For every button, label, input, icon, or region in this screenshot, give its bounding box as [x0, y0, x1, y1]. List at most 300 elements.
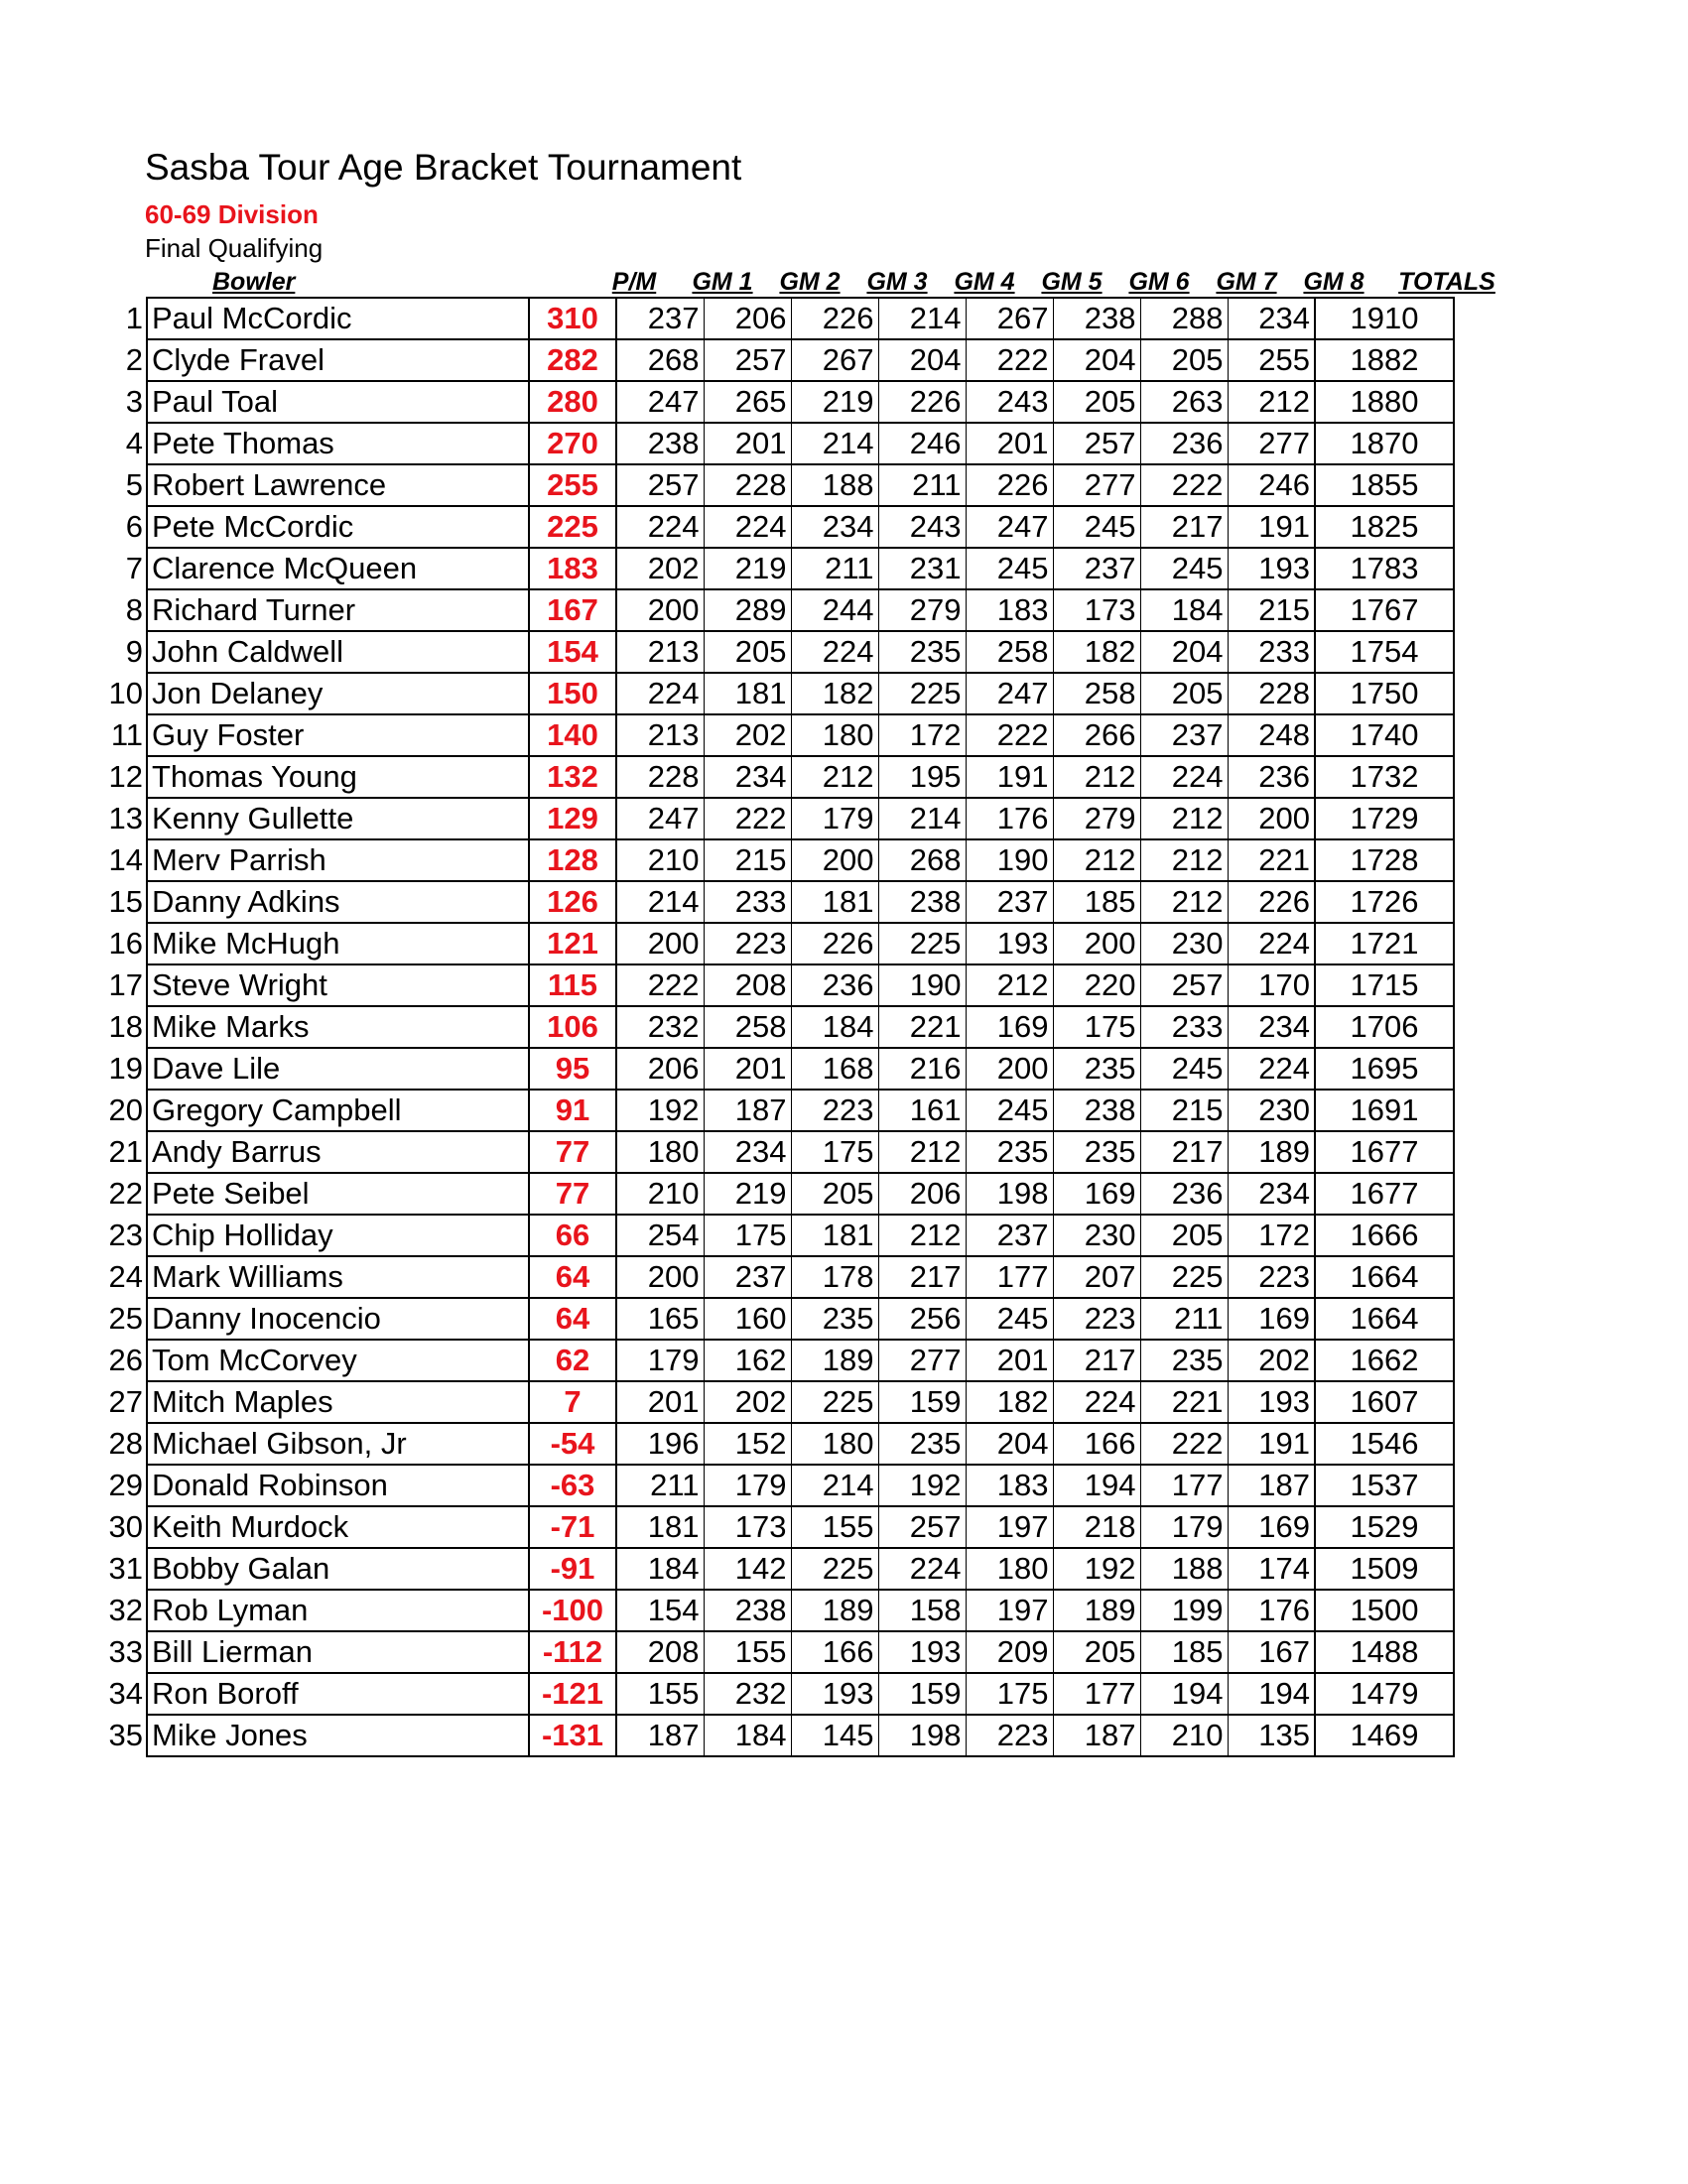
- table-row: [85, 1215, 1454, 1256]
- game-2-cell: 187: [704, 1090, 791, 1131]
- game-7-cell: 212: [1140, 798, 1228, 839]
- rank-cell: 2: [125, 342, 143, 377]
- bowler-name-cell: Merv Parrish: [147, 839, 529, 881]
- table-row: [85, 923, 1454, 964]
- rank-cell: 22: [108, 1176, 143, 1211]
- game-4-cell: 277: [878, 1340, 966, 1381]
- plus-minus-cell: 95: [529, 1048, 616, 1090]
- table-row: [85, 1340, 1454, 1381]
- game-7-cell: 230: [1140, 923, 1228, 964]
- bowler-name-cell: Paul McCordic: [147, 298, 529, 339]
- game-1-cell: 165: [616, 1298, 704, 1340]
- game-2-cell: 155: [704, 1631, 791, 1673]
- game-1-cell: 180: [616, 1131, 704, 1173]
- game-3-cell: 145: [791, 1715, 878, 1756]
- bowler-name-cell: Clarence McQueen: [147, 548, 529, 589]
- total-cell: 1664: [1315, 1298, 1454, 1340]
- game-7-cell: 237: [1140, 714, 1228, 756]
- total-cell: 1706: [1315, 1006, 1454, 1048]
- game-1-cell: 213: [616, 714, 704, 756]
- game-5-cell: 209: [966, 1631, 1053, 1673]
- game-2-cell: 208: [704, 964, 791, 1006]
- game-1-cell: 232: [616, 1006, 704, 1048]
- game-8-cell: 224: [1228, 1048, 1315, 1090]
- total-cell: 1691: [1315, 1090, 1454, 1131]
- bowler-name-cell: Mark Williams: [147, 1256, 529, 1298]
- game-7-cell: 194: [1140, 1673, 1228, 1715]
- game-1-cell: 208: [616, 1631, 704, 1673]
- game-8-cell: 167: [1228, 1631, 1315, 1673]
- plus-minus-cell: 106: [529, 1006, 616, 1048]
- game-4-cell: 235: [878, 1423, 966, 1465]
- game-8-cell: 169: [1228, 1298, 1315, 1340]
- bowler-name-cell: Pete Seibel: [147, 1173, 529, 1215]
- table-row: [85, 1590, 1454, 1631]
- rank-cell: 9: [125, 634, 143, 669]
- game-6-cell: 189: [1053, 1590, 1140, 1631]
- rank-cell: 19: [108, 1051, 143, 1086]
- game-3-cell: 225: [791, 1548, 878, 1590]
- game-7-cell: 211: [1140, 1298, 1228, 1340]
- game-5-cell: 237: [966, 881, 1053, 923]
- game-5-cell: 267: [966, 298, 1053, 339]
- game-3-cell: 267: [791, 339, 878, 381]
- bowler-name-cell: Tom McCorvey: [147, 1340, 529, 1381]
- game-2-cell: 184: [704, 1715, 791, 1756]
- game-7-cell: 177: [1140, 1465, 1228, 1506]
- game-1-cell: 201: [616, 1381, 704, 1423]
- game-8-cell: 135: [1228, 1715, 1315, 1756]
- table-row: [85, 756, 1454, 798]
- game-8-cell: 234: [1228, 1006, 1315, 1048]
- table-row: [85, 589, 1454, 631]
- rank-cell: 23: [108, 1218, 143, 1252]
- plus-minus-cell: 255: [529, 464, 616, 506]
- game-1-cell: 222: [616, 964, 704, 1006]
- table-row: [85, 1465, 1454, 1506]
- plus-minus-cell: 7: [529, 1381, 616, 1423]
- column-header-gm3: GM 3: [866, 268, 928, 296]
- total-cell: 1767: [1315, 589, 1454, 631]
- game-2-cell: 258: [704, 1006, 791, 1048]
- rank-cell: 10: [108, 676, 143, 710]
- total-cell: 1695: [1315, 1048, 1454, 1090]
- total-cell: 1721: [1315, 923, 1454, 964]
- game-5-cell: 183: [966, 589, 1053, 631]
- table-row: [85, 673, 1454, 714]
- game-3-cell: 193: [791, 1673, 878, 1715]
- rank-cell: 29: [108, 1468, 143, 1502]
- game-7-cell: 221: [1140, 1381, 1228, 1423]
- game-6-cell: 223: [1053, 1298, 1140, 1340]
- game-1-cell: 187: [616, 1715, 704, 1756]
- game-8-cell: 191: [1228, 1423, 1315, 1465]
- game-4-cell: 158: [878, 1590, 966, 1631]
- bowler-name-cell: Jon Delaney: [147, 673, 529, 714]
- game-7-cell: 245: [1140, 548, 1228, 589]
- game-5-cell: 223: [966, 1715, 1053, 1756]
- game-6-cell: 173: [1053, 589, 1140, 631]
- game-3-cell: 182: [791, 673, 878, 714]
- game-2-cell: 219: [704, 548, 791, 589]
- game-8-cell: 277: [1228, 423, 1315, 464]
- bowler-name-cell: Kenny Gullette: [147, 798, 529, 839]
- game-7-cell: 212: [1140, 839, 1228, 881]
- game-7-cell: 204: [1140, 631, 1228, 673]
- game-4-cell: 161: [878, 1090, 966, 1131]
- game-7-cell: 245: [1140, 1048, 1228, 1090]
- game-2-cell: 289: [704, 589, 791, 631]
- game-5-cell: 243: [966, 381, 1053, 423]
- table-row: [85, 298, 1454, 339]
- game-4-cell: 257: [878, 1506, 966, 1548]
- plus-minus-cell: 77: [529, 1173, 616, 1215]
- game-4-cell: 225: [878, 673, 966, 714]
- plus-minus-cell: 129: [529, 798, 616, 839]
- rank-cell: 4: [125, 426, 143, 460]
- plus-minus-cell: 64: [529, 1256, 616, 1298]
- game-3-cell: 205: [791, 1173, 878, 1215]
- bowler-name-cell: Guy Foster: [147, 714, 529, 756]
- game-5-cell: 197: [966, 1506, 1053, 1548]
- game-6-cell: 212: [1053, 839, 1140, 881]
- total-cell: 1880: [1315, 381, 1454, 423]
- rank-cell: 6: [125, 509, 143, 544]
- table-row: [85, 1131, 1454, 1173]
- bowler-name-cell: Gregory Campbell: [147, 1090, 529, 1131]
- game-6-cell: 224: [1053, 1381, 1140, 1423]
- bowler-name-cell: Bobby Galan: [147, 1548, 529, 1590]
- rank-cell: 1: [125, 301, 143, 335]
- game-4-cell: 206: [878, 1173, 966, 1215]
- game-2-cell: 202: [704, 714, 791, 756]
- column-header-gm7: GM 7: [1216, 268, 1277, 296]
- game-7-cell: 210: [1140, 1715, 1228, 1756]
- column-header-pm: P/M: [611, 268, 657, 296]
- game-2-cell: 234: [704, 756, 791, 798]
- game-3-cell: 234: [791, 506, 878, 548]
- game-1-cell: 214: [616, 881, 704, 923]
- game-1-cell: 247: [616, 798, 704, 839]
- rank-cell: 30: [108, 1509, 143, 1544]
- rank-cell: 32: [108, 1593, 143, 1627]
- game-6-cell: 194: [1053, 1465, 1140, 1506]
- plus-minus-cell: 128: [529, 839, 616, 881]
- game-5-cell: 237: [966, 1215, 1053, 1256]
- game-8-cell: 174: [1228, 1548, 1315, 1590]
- game-6-cell: 218: [1053, 1506, 1140, 1548]
- game-6-cell: 238: [1053, 298, 1140, 339]
- table-row: [85, 1423, 1454, 1465]
- rank-cell: 26: [108, 1343, 143, 1377]
- game-8-cell: 200: [1228, 798, 1315, 839]
- game-8-cell: 234: [1228, 298, 1315, 339]
- game-5-cell: 245: [966, 1298, 1053, 1340]
- game-6-cell: 245: [1053, 506, 1140, 548]
- game-7-cell: 217: [1140, 506, 1228, 548]
- table-row: [85, 881, 1454, 923]
- rank-cell: 24: [108, 1259, 143, 1294]
- game-5-cell: 258: [966, 631, 1053, 673]
- game-2-cell: 234: [704, 1131, 791, 1173]
- game-6-cell: 200: [1053, 923, 1140, 964]
- bowler-name-cell: Danny Adkins: [147, 881, 529, 923]
- game-7-cell: 236: [1140, 1173, 1228, 1215]
- game-2-cell: 179: [704, 1465, 791, 1506]
- table-row: [85, 1090, 1454, 1131]
- total-cell: 1740: [1315, 714, 1454, 756]
- total-cell: 1509: [1315, 1548, 1454, 1590]
- game-5-cell: 247: [966, 506, 1053, 548]
- rank-cell: 5: [125, 467, 143, 502]
- game-2-cell: 228: [704, 464, 791, 506]
- total-cell: 1825: [1315, 506, 1454, 548]
- column-header-gm1: GM 1: [692, 268, 753, 296]
- total-cell: 1910: [1315, 298, 1454, 339]
- bowler-name-cell: Robert Lawrence: [147, 464, 529, 506]
- rank-cell: 17: [108, 967, 143, 1002]
- game-1-cell: 247: [616, 381, 704, 423]
- game-4-cell: 212: [878, 1215, 966, 1256]
- game-8-cell: 193: [1228, 1381, 1315, 1423]
- column-header-gm4: GM 4: [954, 268, 1015, 296]
- game-1-cell: 210: [616, 839, 704, 881]
- game-1-cell: 206: [616, 1048, 704, 1090]
- total-cell: 1469: [1315, 1715, 1454, 1756]
- rank-cell: 12: [108, 759, 143, 794]
- game-3-cell: 188: [791, 464, 878, 506]
- table-row: [85, 1298, 1454, 1340]
- plus-minus-cell: 121: [529, 923, 616, 964]
- game-3-cell: 244: [791, 589, 878, 631]
- table-row: [85, 1548, 1454, 1590]
- plus-minus-cell: 115: [529, 964, 616, 1006]
- bowler-name-cell: Keith Murdock: [147, 1506, 529, 1548]
- plus-minus-cell: 126: [529, 881, 616, 923]
- total-cell: 1870: [1315, 423, 1454, 464]
- rank-cell: 14: [108, 842, 143, 877]
- game-1-cell: 196: [616, 1423, 704, 1465]
- table-row: [85, 631, 1454, 673]
- game-8-cell: 246: [1228, 464, 1315, 506]
- plus-minus-cell: 64: [529, 1298, 616, 1340]
- game-6-cell: 230: [1053, 1215, 1140, 1256]
- game-8-cell: 202: [1228, 1340, 1315, 1381]
- game-5-cell: 176: [966, 798, 1053, 839]
- game-2-cell: 224: [704, 506, 791, 548]
- game-7-cell: 205: [1140, 1215, 1228, 1256]
- game-1-cell: 211: [616, 1465, 704, 1506]
- game-2-cell: 206: [704, 298, 791, 339]
- table-row: [85, 1631, 1454, 1673]
- game-6-cell: 212: [1053, 756, 1140, 798]
- bowler-name-cell: Pete McCordic: [147, 506, 529, 548]
- game-8-cell: 193: [1228, 548, 1315, 589]
- game-7-cell: 236: [1140, 423, 1228, 464]
- game-3-cell: 180: [791, 714, 878, 756]
- game-4-cell: 238: [878, 881, 966, 923]
- game-5-cell: 190: [966, 839, 1053, 881]
- game-4-cell: 226: [878, 381, 966, 423]
- game-5-cell: 222: [966, 714, 1053, 756]
- game-8-cell: 215: [1228, 589, 1315, 631]
- game-4-cell: 214: [878, 798, 966, 839]
- game-1-cell: 200: [616, 589, 704, 631]
- game-6-cell: 220: [1053, 964, 1140, 1006]
- rank-cell: 31: [108, 1551, 143, 1586]
- table-row: [85, 1715, 1454, 1756]
- rank-cell: 33: [108, 1634, 143, 1669]
- game-7-cell: 217: [1140, 1131, 1228, 1173]
- bowler-name-cell: Ron Boroff: [147, 1673, 529, 1715]
- bowler-name-cell: Mitch Maples: [147, 1381, 529, 1423]
- game-4-cell: 256: [878, 1298, 966, 1340]
- game-4-cell: 211: [878, 464, 966, 506]
- game-5-cell: 200: [966, 1048, 1053, 1090]
- table-row: [85, 339, 1454, 381]
- game-7-cell: 212: [1140, 881, 1228, 923]
- game-3-cell: 189: [791, 1340, 878, 1381]
- game-3-cell: 179: [791, 798, 878, 839]
- rank-cell: 28: [108, 1426, 143, 1461]
- column-header-bowler: Bowler: [212, 268, 296, 296]
- game-4-cell: 221: [878, 1006, 966, 1048]
- table-row: [85, 506, 1454, 548]
- game-4-cell: 172: [878, 714, 966, 756]
- game-2-cell: 265: [704, 381, 791, 423]
- rank-cell: 20: [108, 1092, 143, 1127]
- game-3-cell: 175: [791, 1131, 878, 1173]
- game-4-cell: 190: [878, 964, 966, 1006]
- table-row: [85, 381, 1454, 423]
- total-cell: 1664: [1315, 1256, 1454, 1298]
- game-5-cell: 193: [966, 923, 1053, 964]
- game-5-cell: 204: [966, 1423, 1053, 1465]
- game-3-cell: 178: [791, 1256, 878, 1298]
- game-1-cell: 202: [616, 548, 704, 589]
- game-8-cell: 223: [1228, 1256, 1315, 1298]
- plus-minus-cell: 91: [529, 1090, 616, 1131]
- bowler-name-cell: Steve Wright: [147, 964, 529, 1006]
- plus-minus-cell: -91: [529, 1548, 616, 1590]
- game-1-cell: 200: [616, 1256, 704, 1298]
- game-8-cell: 255: [1228, 339, 1315, 381]
- game-6-cell: 235: [1053, 1048, 1140, 1090]
- table-row: [85, 714, 1454, 756]
- game-7-cell: 222: [1140, 464, 1228, 506]
- game-2-cell: 202: [704, 1381, 791, 1423]
- rank-cell: 7: [125, 551, 143, 585]
- game-8-cell: 221: [1228, 839, 1315, 881]
- table-row: [85, 1173, 1454, 1215]
- game-1-cell: 237: [616, 298, 704, 339]
- game-8-cell: 176: [1228, 1590, 1315, 1631]
- game-2-cell: 223: [704, 923, 791, 964]
- bowler-name-cell: John Caldwell: [147, 631, 529, 673]
- game-2-cell: 162: [704, 1340, 791, 1381]
- division-label: 60-69 Division: [145, 199, 319, 229]
- plus-minus-cell: 167: [529, 589, 616, 631]
- game-1-cell: 238: [616, 423, 704, 464]
- game-1-cell: 224: [616, 673, 704, 714]
- game-4-cell: 198: [878, 1715, 966, 1756]
- game-5-cell: 247: [966, 673, 1053, 714]
- game-5-cell: 226: [966, 464, 1053, 506]
- game-4-cell: 195: [878, 756, 966, 798]
- table-row: [85, 964, 1454, 1006]
- game-2-cell: 201: [704, 423, 791, 464]
- game-1-cell: 254: [616, 1215, 704, 1256]
- game-3-cell: 180: [791, 1423, 878, 1465]
- page-subtitle: Final Qualifying: [145, 233, 324, 263]
- game-2-cell: 238: [704, 1590, 791, 1631]
- game-1-cell: 224: [616, 506, 704, 548]
- column-header-gm2: GM 2: [779, 268, 841, 296]
- game-5-cell: 191: [966, 756, 1053, 798]
- total-cell: 1546: [1315, 1423, 1454, 1465]
- rank-cell: 13: [108, 801, 143, 835]
- total-cell: 1607: [1315, 1381, 1454, 1423]
- game-3-cell: 235: [791, 1298, 878, 1340]
- game-7-cell: 263: [1140, 381, 1228, 423]
- game-1-cell: 184: [616, 1548, 704, 1590]
- game-3-cell: 214: [791, 1465, 878, 1506]
- plus-minus-cell: 150: [529, 673, 616, 714]
- game-5-cell: 235: [966, 1131, 1053, 1173]
- game-2-cell: 233: [704, 881, 791, 923]
- game-1-cell: 257: [616, 464, 704, 506]
- game-3-cell: 223: [791, 1090, 878, 1131]
- game-2-cell: 237: [704, 1256, 791, 1298]
- total-cell: 1855: [1315, 464, 1454, 506]
- game-3-cell: 226: [791, 923, 878, 964]
- game-5-cell: 222: [966, 339, 1053, 381]
- game-4-cell: 246: [878, 423, 966, 464]
- plus-minus-cell: 62: [529, 1340, 616, 1381]
- plus-minus-cell: 77: [529, 1131, 616, 1173]
- game-8-cell: 233: [1228, 631, 1315, 673]
- game-3-cell: 225: [791, 1381, 878, 1423]
- rank-cell: 15: [108, 884, 143, 919]
- plus-minus-cell: 280: [529, 381, 616, 423]
- game-2-cell: 142: [704, 1548, 791, 1590]
- game-1-cell: 179: [616, 1340, 704, 1381]
- game-3-cell: 224: [791, 631, 878, 673]
- bowler-name-cell: Mike Marks: [147, 1006, 529, 1048]
- game-8-cell: 172: [1228, 1215, 1315, 1256]
- bowler-name-cell: Richard Turner: [147, 589, 529, 631]
- page-title: Sasba Tour Age Bracket Tournament: [145, 147, 742, 188]
- game-7-cell: 257: [1140, 964, 1228, 1006]
- plus-minus-cell: -131: [529, 1715, 616, 1756]
- total-cell: 1732: [1315, 756, 1454, 798]
- game-8-cell: 248: [1228, 714, 1315, 756]
- game-2-cell: 152: [704, 1423, 791, 1465]
- game-6-cell: 185: [1053, 881, 1140, 923]
- game-7-cell: 184: [1140, 589, 1228, 631]
- bowler-name-cell: Pete Thomas: [147, 423, 529, 464]
- game-5-cell: 198: [966, 1173, 1053, 1215]
- game-2-cell: 173: [704, 1506, 791, 1548]
- plus-minus-cell: 270: [529, 423, 616, 464]
- game-7-cell: 224: [1140, 756, 1228, 798]
- game-5-cell: 212: [966, 964, 1053, 1006]
- plus-minus-cell: 154: [529, 631, 616, 673]
- game-2-cell: 215: [704, 839, 791, 881]
- game-5-cell: 201: [966, 1340, 1053, 1381]
- game-5-cell: 245: [966, 548, 1053, 589]
- game-4-cell: 216: [878, 1048, 966, 1090]
